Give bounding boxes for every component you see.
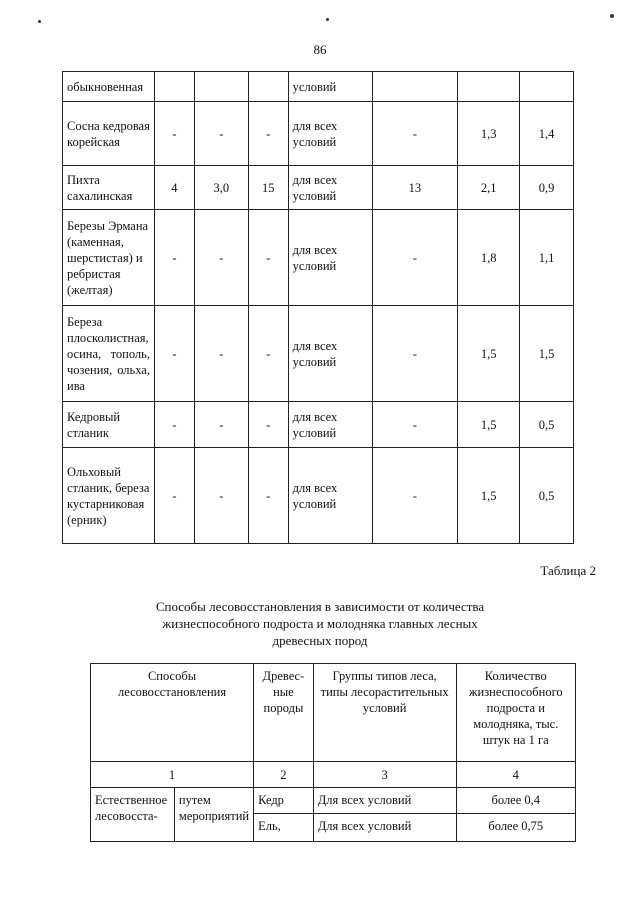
table-row (63, 166, 574, 210)
table-row (63, 72, 574, 102)
column-number: 2 (254, 762, 314, 788)
scan-speck (326, 18, 329, 21)
value-cell: 1,5 (458, 402, 520, 448)
conditions-cell: для всех условий (288, 448, 372, 544)
species-cell: Кедр (254, 788, 314, 814)
conditions-cell: для всех условий (288, 166, 372, 210)
value-cell (194, 72, 248, 102)
number-row (91, 762, 576, 788)
conditions-cell: для всех условий (288, 306, 372, 402)
header-cell: Группы типов леса, типы лесорастительных условий (313, 664, 456, 762)
value-cell: 1,5 (458, 306, 520, 402)
value-cell: - (248, 402, 288, 448)
header-row (91, 664, 576, 762)
column-number: 1 (91, 762, 254, 788)
value-cell: 1,5 (520, 306, 574, 402)
value-cell: - (248, 210, 288, 306)
column-number: 3 (313, 762, 456, 788)
header-cell: Способы лесовосстановления (91, 664, 254, 762)
scan-speck (610, 14, 614, 18)
value-cell: - (154, 210, 194, 306)
value-cell: - (372, 448, 458, 544)
value-cell: - (248, 448, 288, 544)
table-row (91, 788, 576, 814)
value-cell: - (194, 210, 248, 306)
table-title-line: Способы лесовосстановления в зависимости от количества (155, 599, 485, 614)
table-row (63, 210, 574, 306)
value-cell: - (194, 102, 248, 166)
header-cell: Древес-ные породы (254, 664, 314, 762)
table-title-line: жизнеспособного подроста и молодняка главных лесных (162, 616, 478, 631)
value-cell: - (194, 306, 248, 402)
conditions-cell: для всех условий (288, 402, 372, 448)
value-cell (154, 72, 194, 102)
species-cell: Береза плосколистная, осина, тополь, чозения, ольха, ива (63, 306, 155, 402)
conditions-cell: Для всех условий (313, 814, 456, 842)
conditions-cell: для всех условий (288, 102, 372, 166)
value-cell: 1,3 (458, 102, 520, 166)
value-cell: 3,0 (194, 166, 248, 210)
value-cell: - (154, 306, 194, 402)
species-cell: Ель, (254, 814, 314, 842)
species-table (62, 71, 574, 544)
species-cell: Березы Эрмана (каменная, шерстистая) и ребристая (желтая) (63, 210, 155, 306)
value-cell: 0,9 (520, 166, 574, 210)
table-row (63, 402, 574, 448)
conditions-cell: для всех условий (288, 210, 372, 306)
value-cell: - (154, 448, 194, 544)
value-cell: - (194, 448, 248, 544)
table-row (63, 306, 574, 402)
table-label: Таблица 2 (540, 563, 596, 578)
value-cell: 1,5 (458, 448, 520, 544)
table-row (63, 102, 574, 166)
value-cell: 13 (372, 166, 458, 210)
value-cell: - (194, 402, 248, 448)
reforestation-table (90, 663, 576, 842)
value-cell: 15 (248, 166, 288, 210)
value-cell: - (248, 306, 288, 402)
species-cell: Кедровый стланик (63, 402, 155, 448)
value-cell: 2,1 (458, 166, 520, 210)
table-row (63, 448, 574, 544)
value-cell: - (154, 102, 194, 166)
table-title-line: древесных пород (272, 633, 368, 648)
value-cell: - (248, 102, 288, 166)
species-cell: обыкновенная (63, 72, 155, 102)
value-cell: - (154, 402, 194, 448)
conditions-cell: Для всех условий (313, 788, 456, 814)
table-title (0, 598, 640, 649)
species-cell: Пихта сахалинская (63, 166, 155, 210)
value-cell: - (372, 306, 458, 402)
column-number: 4 (456, 762, 575, 788)
value-cell: 1,8 (458, 210, 520, 306)
conditions-cell: условий (288, 72, 372, 102)
value-cell: - (372, 210, 458, 306)
amount-cell: более 0,4 (456, 788, 575, 814)
value-cell: 1,1 (520, 210, 574, 306)
value-cell: 0,5 (520, 448, 574, 544)
method-cell: Естественное лесовосста- (91, 788, 175, 842)
value-cell (372, 72, 458, 102)
value-cell: - (372, 102, 458, 166)
value-cell: 0,5 (520, 402, 574, 448)
value-cell: - (372, 402, 458, 448)
value-cell (458, 72, 520, 102)
value-cell: 1,4 (520, 102, 574, 166)
value-cell (248, 72, 288, 102)
amount-cell: более 0,75 (456, 814, 575, 842)
header-cell: Количество жизнеспособного подроста и молодняка, тыс. штук на 1 га (456, 664, 575, 762)
scan-speck (38, 20, 41, 23)
species-cell: Сосна кедровая корейская (63, 102, 155, 166)
page-number: 86 (313, 42, 327, 57)
method-cell: путем мероприятий (174, 788, 253, 842)
value-cell (520, 72, 574, 102)
species-cell: Ольховый стланик, береза кустарниковая (ерник) (63, 448, 155, 544)
value-cell: 4 (154, 166, 194, 210)
